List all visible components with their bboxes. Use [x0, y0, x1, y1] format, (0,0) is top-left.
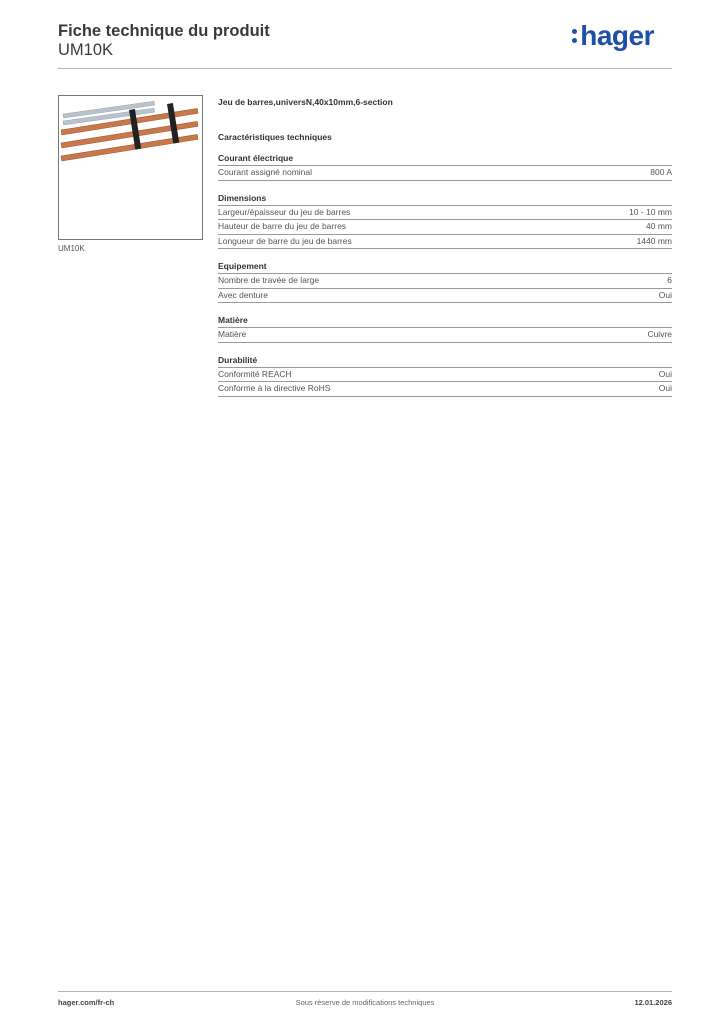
- group-title: Matière: [218, 314, 672, 328]
- hager-logo: [572, 20, 654, 52]
- spec-value: 800 A: [650, 167, 672, 177]
- busbar-illustration: [59, 96, 202, 239]
- group-title: Equipement: [218, 260, 672, 274]
- logo-text: hager: [580, 20, 654, 51]
- spec-value: 40 mm: [646, 221, 672, 231]
- spec-label: Avec denture: [218, 289, 268, 300]
- spec-group-material: [218, 314, 672, 343]
- spec-value: Cuivre: [647, 329, 672, 339]
- spec-label: Hauteur de barre du jeu de barres: [218, 221, 347, 231]
- group-title: Durabilité: [218, 354, 672, 368]
- spec-label: Nombre de travée de large: [218, 275, 320, 285]
- spec-label: Conforme à la directive RoHS: [218, 383, 331, 393]
- spec-content: [218, 95, 672, 397]
- spec-row: [218, 289, 672, 304]
- spec-label: Largeur/épaisseur du jeu de barres: [218, 206, 351, 217]
- section-heading: Caractéristiques techniques: [218, 132, 332, 142]
- spec-group-equipment: [218, 260, 672, 303]
- footer-website-link[interactable]: hager.com/fr-ch: [58, 998, 115, 1007]
- spec-value: 10 - 10 mm: [629, 206, 672, 217]
- product-description: Jeu de barres,universN,40x10mm,6-section: [218, 97, 393, 107]
- spec-row: [218, 368, 672, 383]
- product-code: UM10K: [58, 41, 114, 59]
- spec-row: [218, 220, 672, 235]
- spec-label: Conformité REACH: [218, 368, 292, 379]
- spec-row: [218, 235, 672, 250]
- logo-dots-icon: [572, 27, 577, 45]
- document-title: Fiche technique du produit: [58, 22, 270, 40]
- spec-value: Oui: [658, 368, 672, 379]
- page-header: [58, 20, 672, 70]
- spec-label: Longueur de barre du jeu de barres: [218, 235, 352, 246]
- spec-group-durability: [218, 354, 672, 397]
- group-title: Dimensions: [218, 192, 672, 206]
- footer-date: 12.01.2026: [634, 998, 672, 1007]
- product-image: [58, 95, 203, 240]
- spec-row: [218, 166, 672, 181]
- spec-label: Courant assigné nominal: [218, 167, 313, 177]
- image-caption: UM10K: [58, 244, 85, 253]
- spec-row: [218, 206, 672, 221]
- group-title: Courant électrique: [218, 152, 672, 166]
- spec-value: Oui: [658, 289, 672, 300]
- spec-group-electrical: [218, 152, 672, 181]
- footer-notice: Sous réserve de modifications techniques: [295, 998, 435, 1007]
- spec-label: Matière: [218, 329, 247, 339]
- spec-row: [218, 382, 672, 397]
- spec-row: [218, 274, 672, 289]
- spec-group-dimensions: [218, 192, 672, 250]
- spec-value: 6: [667, 275, 672, 285]
- spec-value: Oui: [658, 383, 672, 393]
- spec-row: [218, 328, 672, 343]
- spec-value: 1440 mm: [636, 235, 672, 246]
- footer-divider: [58, 991, 672, 992]
- header-divider: [58, 68, 672, 69]
